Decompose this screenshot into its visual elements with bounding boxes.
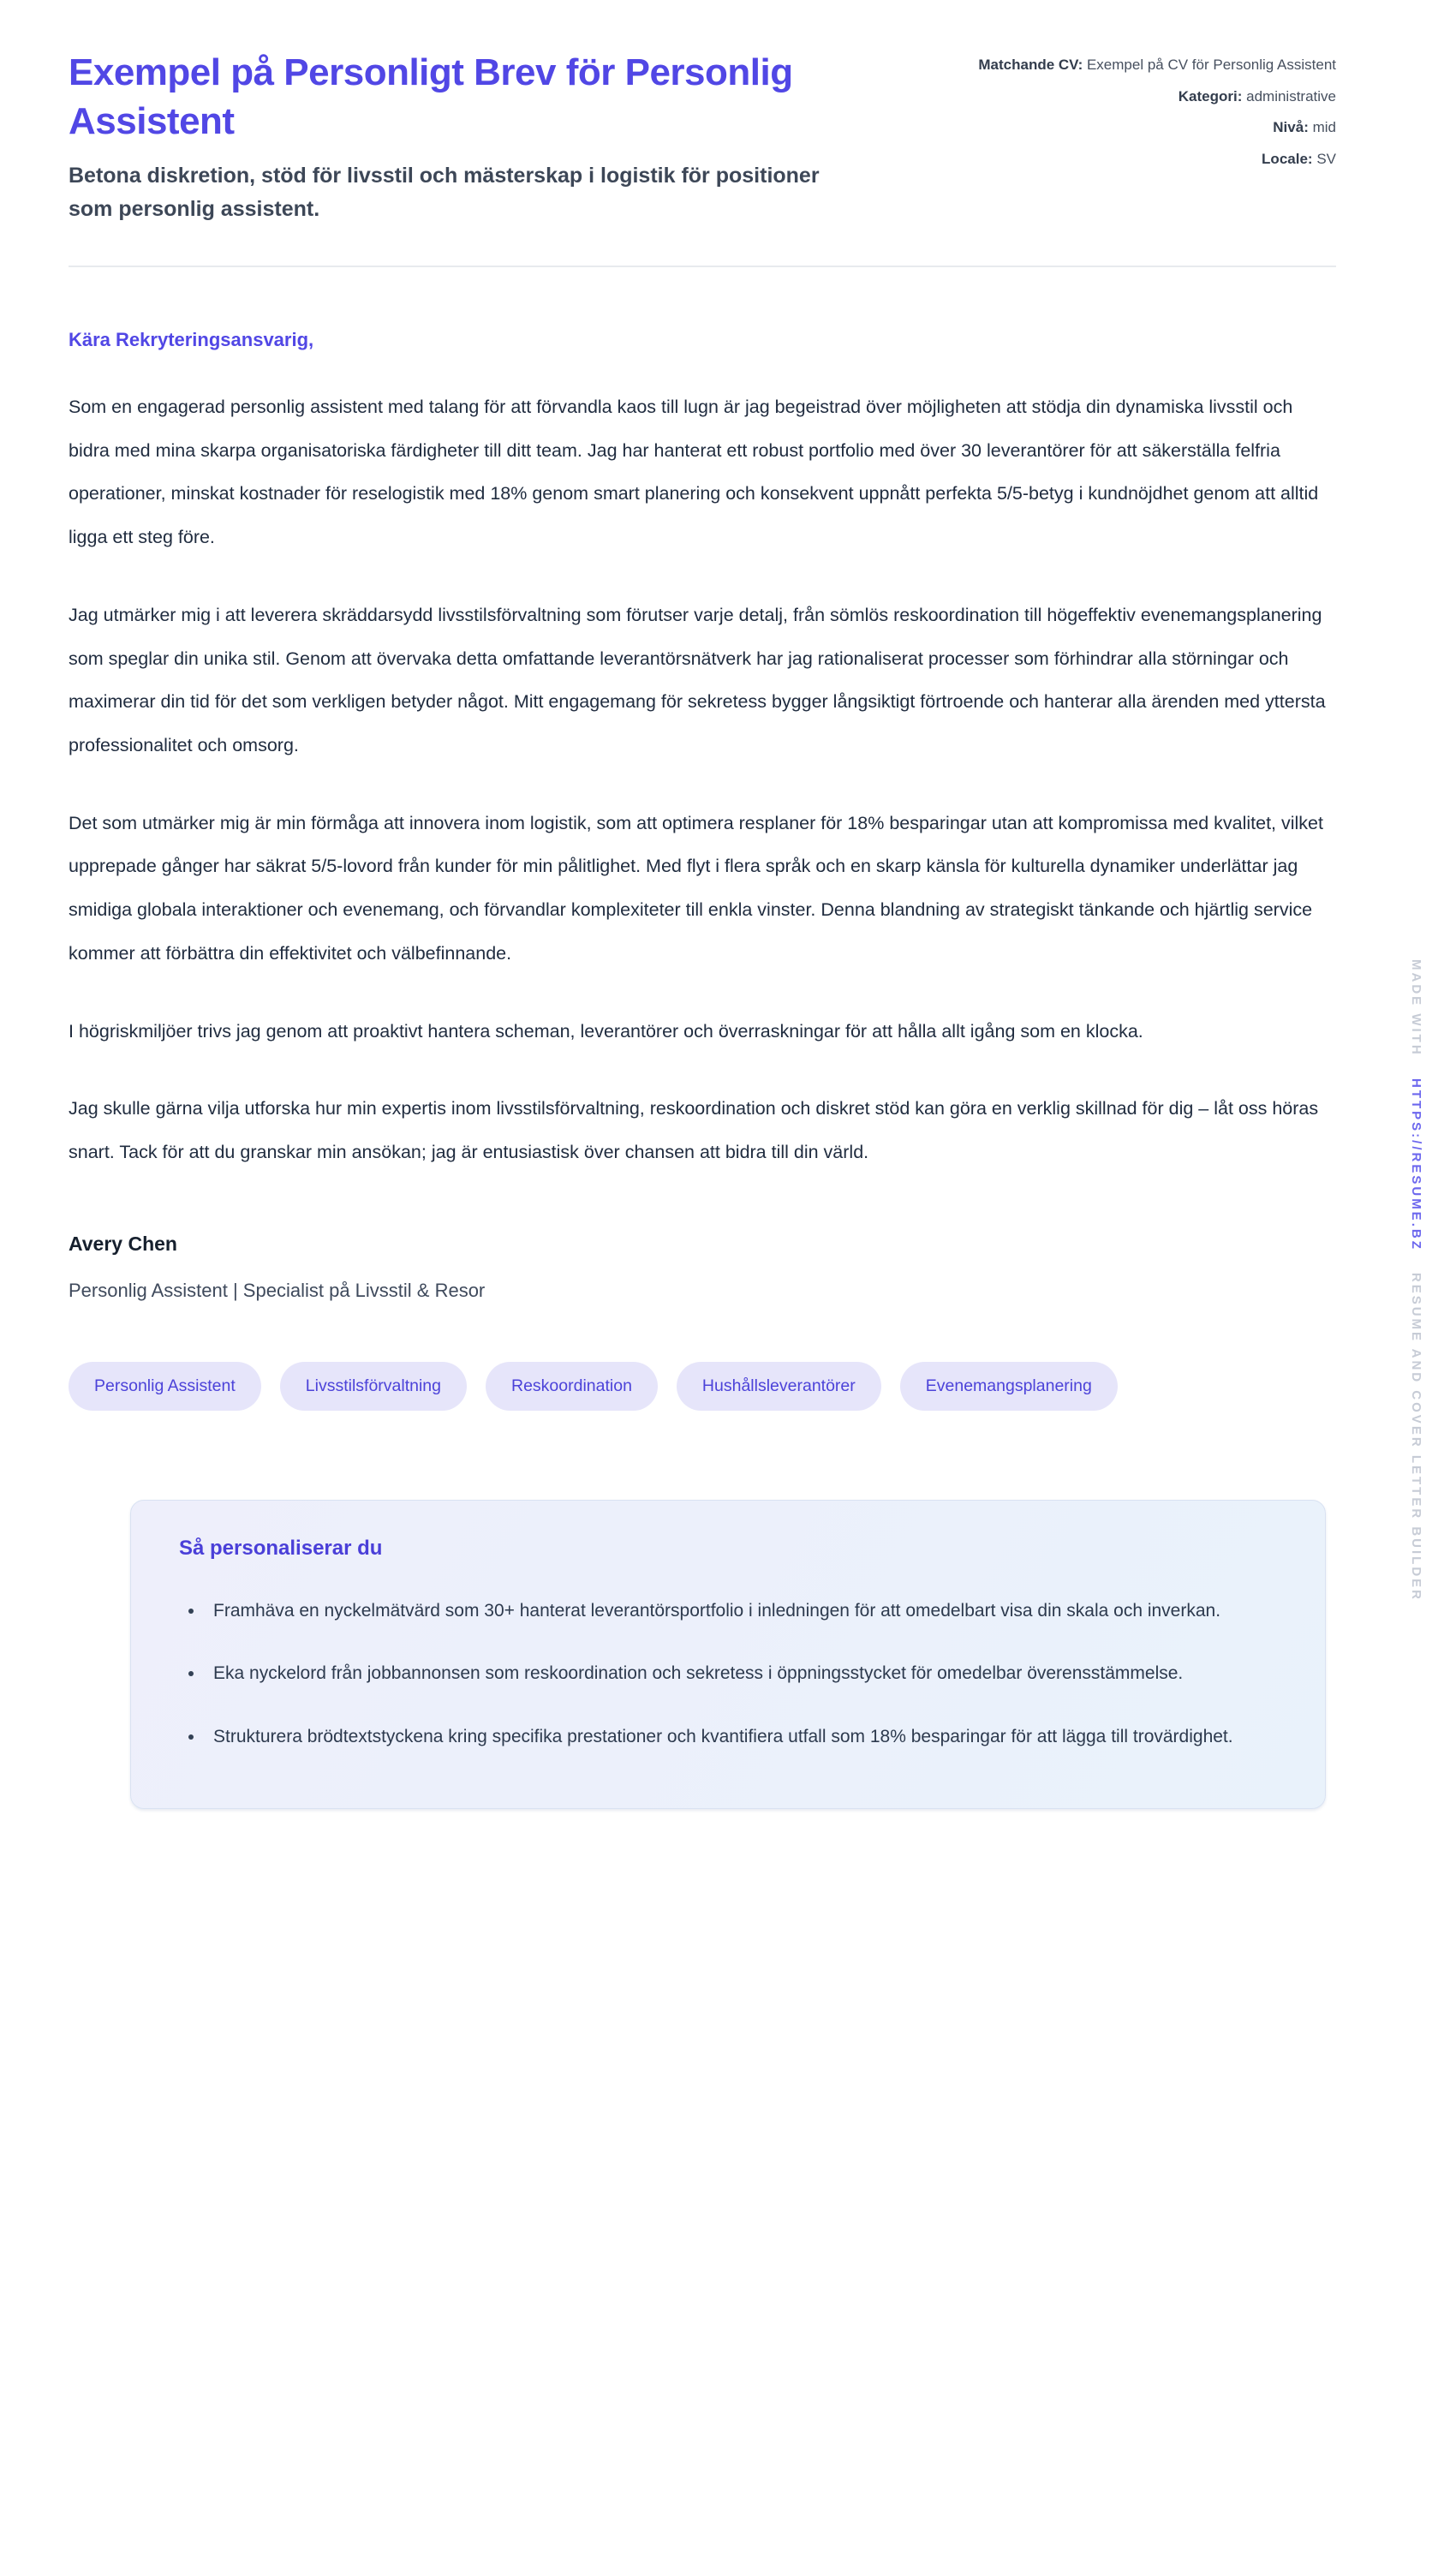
letter-paragraph: Som en engagerad personlig assistent med talang för att förvandla kaos till lugn är jag begeistrad över möjligheten att stödja din dynamiska livsstil och bidra med mina skarpa organisatoriska färdigheter till ditt team. Jag har hanterat ett robust portfolio med över 30 leverantörer för att säkerställa felfria operationer, minskat kostnader för reselogistik med 18% genom smart planering och konsekvent uppnått perfekta 5/5-betyg i kundnöjdhet genom att alltid ligga ett steg före. — [69, 396, 1319, 548]
meta-value: Exempel på CV för Personlig Assistent — [1086, 57, 1336, 73]
meta-label: Locale: — [1262, 150, 1313, 167]
signature-name: Avery Chen — [69, 1232, 177, 1255]
meta-label: Matchande CV: — [978, 57, 1083, 73]
meta-value: mid — [1312, 119, 1336, 136]
tips-title: Så personaliserar du — [179, 1536, 383, 1560]
signature-role: Personlig Assistent | Specialist på Livsstil & Resor — [69, 1279, 486, 1301]
tag-personlig-assistent[interactable]: Personlig Assistent — [69, 1362, 261, 1411]
letter-paragraph: Det som utmärker mig är min förmåga att innovera inom logistik, som att optimera resplaner för 18% besparingar utan att kompromissa med kvalitet, vilket upprepade gånger har säkrat 5/5-lovord från kunder för min pålitlighet. Med flyt i flera språk och en skarp känsla för kulturella dynamiker underlättar jag smidiga globala interaktioner och evenemang, och förvandlar komplexiteter till enkla vinster. Denna blandning av strategiskt tänkande och hjärtlig service kommer att förbättra din effektivitet och välbefinnande. — [69, 812, 1323, 964]
meta-value: administrative — [1246, 87, 1336, 104]
meta-value: SV — [1316, 150, 1336, 167]
page-header — [69, 48, 1336, 226]
tag-livsstilsforvaltning[interactable]: Livsstilsförvaltning — [280, 1362, 467, 1411]
meta-locale — [976, 147, 1336, 171]
header-divider — [69, 266, 1336, 267]
tip-item: • Framhäva en nyckelmätvärd som 30+ hanterat leverantörsportfolio i inledningen för att omedelbart visa din skala och inverkan. — [205, 1590, 1284, 1633]
letter-paragraph: I högriskmiljöer trivs jag genom att proaktivt hantera scheman, leverantörer och överraskningar för att hålla allt igång som en klocka. — [69, 1020, 1143, 1042]
made-with-watermark — [1409, 959, 1423, 1602]
tips-list — [179, 1590, 1284, 1758]
tip-item: • Eka nyckelord från jobbannonsen som reskoordination och sekretess i öppningsstycket för omedelbar överensstämmelse. — [205, 1652, 1284, 1695]
letter-paragraph: Jag skulle gärna vilja utforska hur min expertis inom livsstilsförvaltning, reskoordination och diskret stöd kan göra en verklig skillnad för dig – låt oss höras snart. Tack för att du granskar min ansökan; jag är entusiastisk över chansen att bidra till din värld. — [69, 1098, 1319, 1163]
letter-greeting: Kära Rekryteringsansvarig, — [69, 328, 314, 350]
meta-label: Kategori: — [1178, 87, 1243, 104]
meta-label: Nivå: — [1273, 119, 1309, 136]
tag-evenemangsplanering[interactable]: Evenemangsplanering — [900, 1362, 1118, 1411]
keyword-tags — [69, 1362, 1139, 1411]
meta-level — [976, 116, 1336, 140]
page-title: Exempel på Personligt Brev för Personlig Assistent — [69, 51, 793, 143]
letter-paragraph: Jag utmärker mig i att leverera skräddarsydd livsstilsförvaltning som förutser varje detalj, från sömlös reskoordination till högeffektiv evenemangsplanering som speglar din unika stil. Genom att övervaka detta omfattande leverantörsnätverk har jag rationaliserat processer som förhindrar alla störningar och maximerar din tid för det som verkligen betyder något. Mitt engagemang för sekretess bygger långsiktigt förtroende och hanterar alla ärenden med yttersta professionalitet och omsorg. — [69, 604, 1326, 756]
watermark-prefix: MADE WITH — [1409, 959, 1423, 1057]
resume-bz-link[interactable]: HTTPS://RESUME.BZ — [1409, 1078, 1423, 1251]
tag-reskoordination[interactable]: Reskoordination — [486, 1362, 658, 1411]
tip-item: • Strukturera brödtextstyckena kring specifika prestationer och kvantifiera utfall som 18% besparingar för att lägga till trovärdighet. — [205, 1716, 1284, 1758]
personalization-tips-box — [130, 1500, 1326, 1809]
page-subtitle: Betona diskretion, stöd för livsstil och mästerskap i logistik för positioner som personlig assistent. — [69, 164, 820, 222]
watermark-suffix: RESUME AND COVER LETTER BUILDER — [1409, 1272, 1423, 1602]
cover-letter-body — [69, 329, 1336, 1174]
meta-matching-cv — [976, 53, 1336, 77]
example-meta — [976, 53, 1336, 178]
tag-hushallsleverantorer[interactable]: Hushållsleverantörer — [677, 1362, 881, 1411]
meta-category — [976, 85, 1336, 109]
